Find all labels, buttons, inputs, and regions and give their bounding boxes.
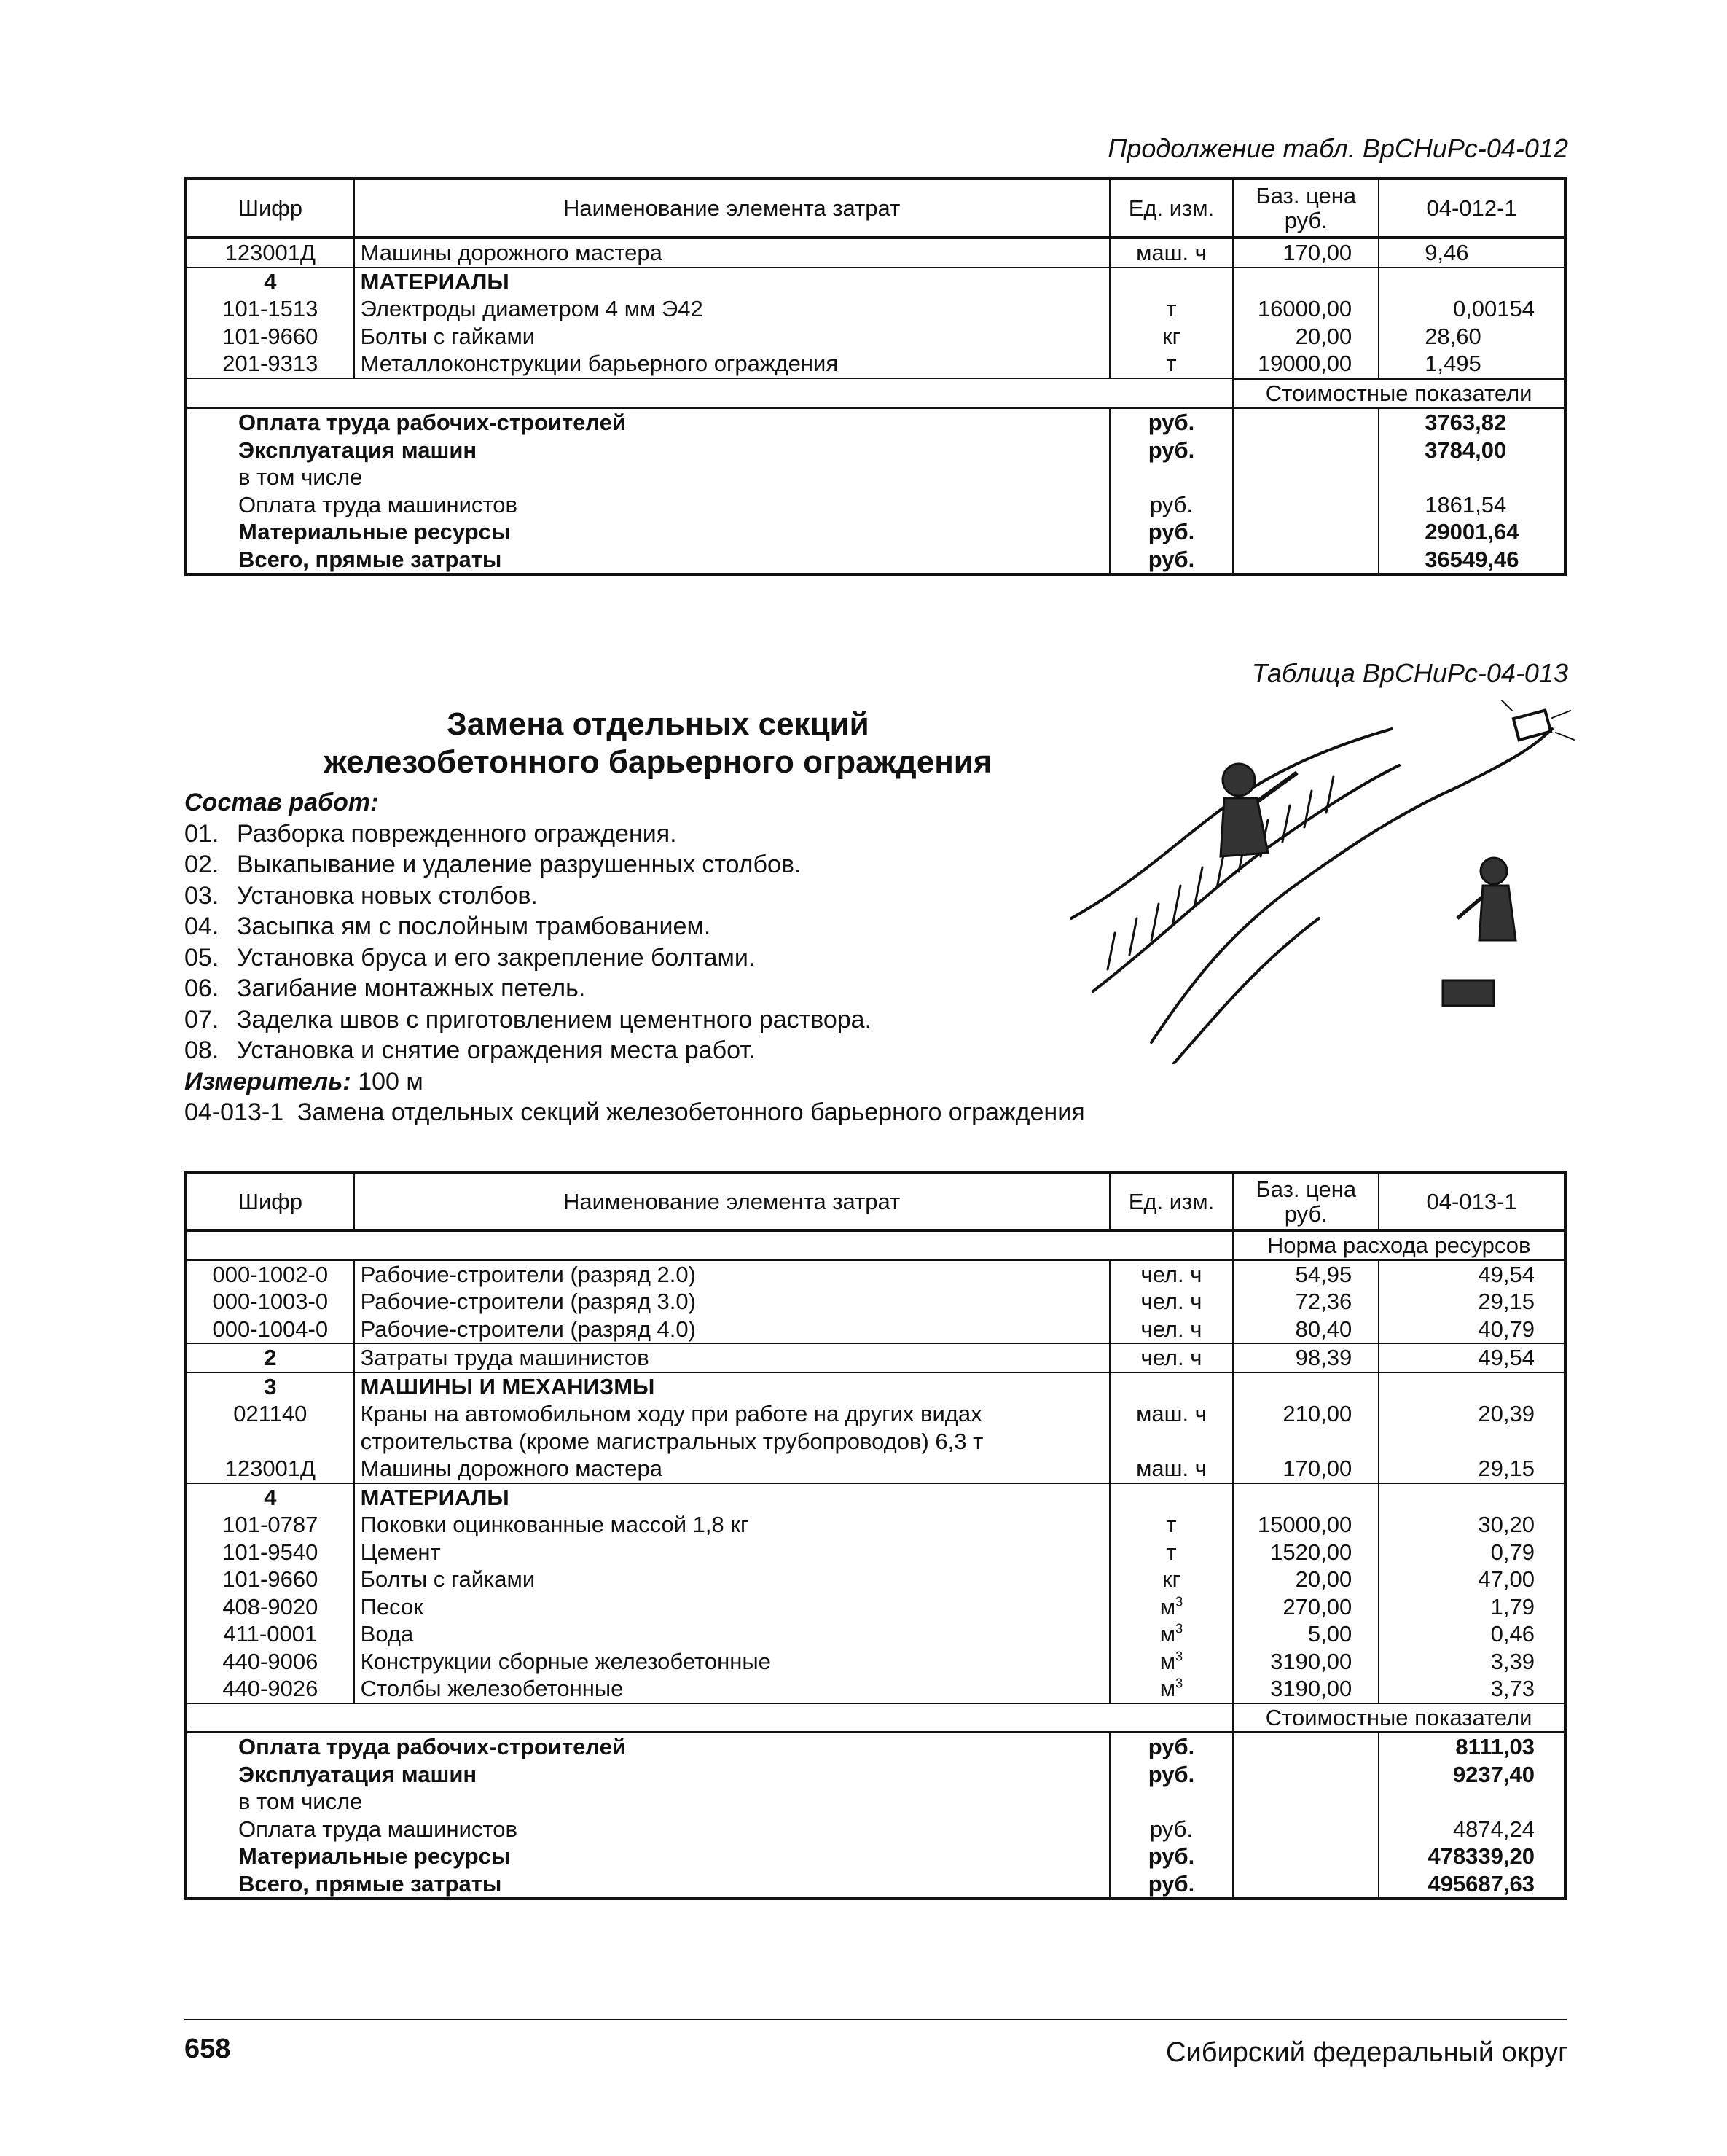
list-item (184, 1035, 1085, 1066)
total-label: Всего, прямые затраты (238, 1870, 502, 1897)
cell-code: 2 (186, 1343, 354, 1372)
cell-name: Болты с гайками (354, 1566, 1110, 1593)
cell-value: 3,73 (1379, 1675, 1565, 1703)
total-unit: руб. (1110, 1843, 1234, 1870)
cell-name: МАШИНЫ И МЕХАНИЗМЫ (354, 1372, 1110, 1401)
worker-body (1221, 798, 1268, 856)
section-title (184, 706, 1132, 781)
cell-unit: маш. ч (1110, 1400, 1234, 1455)
total-label: Всего, прямые затраты (238, 546, 502, 572)
cell-price: 98,39 (1233, 1343, 1379, 1372)
worker2-body (1479, 886, 1516, 940)
table-row (186, 1620, 1565, 1648)
cell-name (354, 1400, 1110, 1455)
unit-superscript: 3 (1175, 1649, 1183, 1664)
table-row (186, 1260, 1565, 1289)
header-column: 04-012-1 (1379, 179, 1565, 238)
table2 (184, 1171, 1567, 1900)
cell-price: 3190,00 (1233, 1675, 1379, 1703)
header-name: Наименование элемента затрат (354, 1173, 1110, 1230)
total-row (186, 1870, 1565, 1899)
header-name: Наименование элемента затрат (354, 179, 1110, 238)
cell-price: 170,00 (1233, 1455, 1379, 1483)
item-line: 04-013-1 Замена отдельных секций железобетонного барьерного ограждения (184, 1098, 1085, 1126)
total-label: Материальные ресурсы (238, 519, 511, 544)
list-item (184, 942, 1085, 974)
cell-name-line1: Краны на автомобильном ходу при работе на других видах (360, 1401, 982, 1426)
item-number: 01. (184, 819, 219, 848)
table1-caption: Продолжение табл. ВрСНиРс-04-012 (1108, 133, 1568, 163)
cell-value: 0,00154 (1379, 295, 1565, 323)
table-row (186, 1511, 1565, 1539)
item-text: Установка и снятие ограждения места работ. (237, 1036, 756, 1064)
cell-value: 29,15 (1379, 1455, 1565, 1483)
header-unit: Ед. изм. (1110, 179, 1234, 238)
total-label: Оплата труда рабочих-строителей (186, 1733, 1110, 1761)
cell-name: Рабочие-строители (разряд 2.0) (354, 1260, 1110, 1289)
total-row (186, 1843, 1565, 1870)
cell-unit (1110, 1675, 1234, 1703)
header-price: Баз. цена руб. (1233, 1173, 1379, 1230)
cell-code: 411-0001 (223, 1621, 318, 1647)
cell-code: 201-9313 (186, 350, 354, 378)
cell-price: 54,95 (1233, 1260, 1379, 1289)
cell-name: МАТЕРИАЛЫ (354, 1483, 1110, 1512)
total-row (186, 546, 1565, 575)
cell-unit (1110, 1648, 1234, 1676)
total-value: 9237,40 (1379, 1761, 1565, 1789)
cell-code: 101-0787 (222, 1512, 318, 1537)
table-row (186, 1648, 1565, 1676)
cell-price: 80,40 (1233, 1316, 1379, 1344)
item-number: 05. (184, 943, 219, 972)
table-row (186, 1455, 1565, 1483)
cell-unit: кг (1110, 323, 1234, 351)
cell-price: 5,00 (1233, 1620, 1379, 1648)
list-item (184, 880, 1085, 912)
section-title-line2: железобетонного барьерного ограждения (324, 744, 992, 780)
header-column: 04-013-1 (1379, 1173, 1565, 1230)
item-text: Установка бруса и его закрепление болтами. (237, 943, 756, 972)
item-number: 04. (184, 913, 219, 940)
cell-code: 021140 (233, 1401, 308, 1426)
cell-unit (1110, 1593, 1234, 1621)
table2-header (186, 1173, 1565, 1230)
cell-price: 210,00 (1233, 1400, 1379, 1455)
cell-name: Машины дорожного мастера (354, 1455, 1110, 1483)
cell-price: 16000,00 (1233, 295, 1379, 323)
cell-code: 440-9006 (222, 1648, 318, 1674)
unit-text: м (1159, 1593, 1176, 1620)
cell-name: Машины дорожного мастера (354, 238, 1110, 267)
cell-name: Электроды диаметром 4 мм Э42 (354, 295, 1110, 323)
total-value: 3763,82 (1379, 408, 1565, 437)
header-code: Шифр (186, 179, 354, 238)
compactor (1443, 980, 1494, 1006)
cell-value: 28,60 (1379, 323, 1565, 351)
total-value: 478339,20 (1379, 1843, 1565, 1870)
cell-unit: т (1110, 1511, 1234, 1539)
cell-name: Столбы железобетонные (354, 1675, 1110, 1703)
total-label: в том числе (238, 464, 363, 490)
cell-unit: т (1110, 350, 1234, 378)
footer-divider (184, 2019, 1567, 2020)
total-label: Оплата труда рабочих-строителей (186, 408, 1110, 437)
total-value: 3784,00 (1379, 437, 1565, 464)
total-row (186, 1761, 1565, 1789)
cell-code: 101-9660 (222, 323, 318, 349)
norm-band-row (186, 1230, 1565, 1260)
table1-header (186, 179, 1565, 238)
table-row (186, 1400, 1565, 1455)
item-text: Разборка поврежденного ограждения. (237, 819, 677, 848)
item-text: Засыпка ям с послойным трамбованием. (237, 913, 711, 940)
work-heading: Состав работ: (184, 789, 379, 816)
total-value: 8111,03 (1379, 1733, 1565, 1761)
cell-code: 000-1004-0 (186, 1316, 354, 1344)
total-value: 29001,64 (1379, 518, 1565, 546)
cell-value: 1,495 (1379, 350, 1565, 378)
cell-price: 1520,00 (1233, 1539, 1379, 1566)
item-text: Загибание монтажных петель. (237, 975, 586, 1002)
cell-unit (1110, 1620, 1234, 1648)
table-row (186, 1566, 1565, 1593)
cell-code: 123001Д (186, 238, 354, 267)
total-value: 4874,24 (1379, 1816, 1565, 1843)
cost-band-label: Стоимостные показатели (1233, 378, 1565, 408)
cell-unit: маш. ч (1110, 238, 1234, 267)
table-row (186, 350, 1565, 378)
table-row (186, 1316, 1565, 1344)
header-unit: Ед. изм. (1110, 1173, 1234, 1230)
cost-band-row (186, 378, 1565, 408)
total-row (186, 464, 1565, 491)
item-number: 07. (184, 1005, 219, 1034)
total-row (186, 1733, 1565, 1761)
worker2-head (1481, 858, 1507, 884)
section-row (186, 267, 1565, 296)
total-unit: руб. (1110, 1816, 1234, 1843)
item-text: Заделка швов с приготовлением цементного раствора. (237, 1005, 872, 1034)
total-unit: руб. (1110, 1870, 1234, 1899)
list-item (184, 849, 1085, 880)
cell-code: 123001Д (186, 1455, 354, 1483)
total-row (186, 518, 1565, 546)
cell-name: Песок (354, 1593, 1110, 1621)
cell-price: 3190,00 (1233, 1648, 1379, 1676)
list-item (184, 973, 1085, 1004)
total-unit: руб. (1110, 408, 1234, 437)
total-label: Оплата труда машинистов (238, 491, 517, 517)
total-unit: руб. (1110, 546, 1234, 575)
table-row (186, 1343, 1565, 1372)
cell-code: 440-9026 (186, 1675, 354, 1703)
total-row (186, 437, 1565, 464)
total-value: 36549,46 (1379, 546, 1565, 575)
cell-name: Металлоконструкции барьерного ограждения (354, 350, 1110, 378)
total-row (186, 1816, 1565, 1843)
workers-illustration (1049, 700, 1589, 1064)
cost-band-row (186, 1703, 1565, 1733)
table-row (186, 323, 1565, 351)
cell-value: 40,79 (1379, 1316, 1565, 1344)
norm-band-label: Норма расхода ресурсов (1233, 1230, 1565, 1260)
table-row (186, 295, 1565, 323)
cell-name: Вода (354, 1620, 1110, 1648)
cell-unit: маш. ч (1110, 1455, 1234, 1483)
cell-value: 9,46 (1379, 238, 1565, 267)
item-text: Выкапывание и удаление разрушенных столбов. (237, 851, 802, 878)
cell-code: 101-9540 (222, 1539, 318, 1565)
list-item (184, 1004, 1085, 1036)
table1 (184, 177, 1567, 576)
cell-name: Рабочие-строители (разряд 4.0) (354, 1316, 1110, 1344)
cell-price: 20,00 (1233, 1566, 1379, 1593)
worker-arm (1257, 773, 1297, 802)
item-number: 06. (184, 975, 219, 1002)
total-label: Эксплуатация машин (238, 1761, 477, 1787)
table-row (186, 1288, 1565, 1316)
cost-band-label: Стоимостные показатели (1233, 1703, 1565, 1733)
cell-code: 000-1002-0 (212, 1261, 329, 1287)
unit-superscript: 3 (1175, 1621, 1183, 1636)
cell-value: 1,79 (1379, 1593, 1565, 1621)
cell-value: 20,39 (1379, 1400, 1565, 1455)
cell-price: 270,00 (1233, 1593, 1379, 1621)
total-unit: руб. (1110, 437, 1234, 464)
unit-superscript: 3 (1175, 1676, 1183, 1691)
cell-value: 0,46 (1379, 1620, 1565, 1648)
cell-price: 170,00 (1233, 238, 1379, 267)
cell-price: 19000,00 (1233, 350, 1379, 378)
cell-name: Рабочие-строители (разряд 3.0) (354, 1288, 1110, 1316)
cell-name-line2: строительства (кроме магистральных трубопроводов) 6,3 т (360, 1428, 984, 1454)
total-value: 1861,54 (1379, 491, 1565, 519)
total-unit: руб. (1110, 491, 1234, 519)
cell-value: 30,20 (1379, 1511, 1565, 1539)
worker2-arm (1457, 897, 1483, 918)
section-title-line1: Замена отдельных секций (447, 706, 869, 742)
cell-value: 3,39 (1379, 1648, 1565, 1676)
total-label: Оплата труда машинистов (238, 1816, 517, 1842)
item-number: 03. (184, 881, 219, 910)
cell-name: Цемент (354, 1539, 1110, 1566)
table-row (186, 1675, 1565, 1703)
cell-unit: чел. ч (1110, 1288, 1234, 1316)
cell-code: 3 (264, 1373, 277, 1399)
cell-unit: т (1110, 295, 1234, 323)
cell-price: 20,00 (1233, 323, 1379, 351)
total-unit: руб. (1110, 1733, 1234, 1761)
cell-code: 101-1513 (222, 296, 318, 321)
cell-unit: кг (1110, 1566, 1234, 1593)
cell-value: 29,15 (1379, 1288, 1565, 1316)
section-row (186, 1372, 1565, 1401)
cell-code: 101-9660 (222, 1566, 318, 1592)
cell-unit: чел. ч (1110, 1260, 1234, 1289)
worker-head (1223, 764, 1255, 796)
cell-value: 49,54 (1379, 1343, 1565, 1372)
total-value: 495687,63 (1379, 1870, 1565, 1899)
item-number: 02. (184, 851, 219, 878)
item-number: 08. (184, 1036, 219, 1064)
cell-name: Затраты труда машинистов (354, 1343, 1110, 1372)
cell-name: Болты с гайками (354, 323, 1110, 351)
section-row (186, 1483, 1565, 1512)
road-edge-lower (1173, 918, 1319, 1064)
cell-code: 408-9020 (222, 1593, 318, 1620)
unit-text: м (1159, 1648, 1176, 1674)
cell-code: 4 (264, 1484, 277, 1510)
item-text: Установка новых столбов. (237, 881, 538, 910)
cell-unit: чел. ч (1110, 1316, 1234, 1344)
measure-line (184, 1066, 1085, 1098)
header-code: Шифр (186, 1173, 354, 1230)
cell-price: 72,36 (1233, 1288, 1379, 1316)
measure-label: Измеритель: (184, 1067, 351, 1095)
work-list (184, 787, 1085, 1128)
total-row (186, 491, 1565, 519)
unit-text: м (1159, 1621, 1176, 1647)
table-row (186, 1593, 1565, 1621)
unit-text: м (1159, 1676, 1176, 1701)
cell-unit: т (1110, 1539, 1234, 1566)
total-unit: руб. (1110, 518, 1234, 546)
table2-caption: Таблица ВрСНиРс-04-013 (1251, 658, 1568, 688)
list-item (184, 819, 1085, 850)
unit-superscript: 3 (1175, 1594, 1183, 1609)
cell-value: 0,79 (1379, 1539, 1565, 1566)
cell-unit: чел. ч (1110, 1343, 1234, 1372)
header-price: Баз. цена руб. (1233, 179, 1379, 238)
cell-code: 4 (264, 268, 277, 294)
cell-value: 49,54 (1379, 1260, 1565, 1289)
total-label: Эксплуатация машин (238, 437, 477, 463)
total-label: Материальные ресурсы (238, 1843, 511, 1869)
table-row (186, 238, 1565, 267)
table-row (186, 1539, 1565, 1566)
total-row (186, 408, 1565, 437)
cell-price: 15000,00 (1233, 1511, 1379, 1539)
cell-value: 47,00 (1379, 1566, 1565, 1593)
cell-name: Конструкции сборные железобетонные (354, 1648, 1110, 1676)
page-number: 658 (184, 2034, 231, 2064)
total-unit: руб. (1110, 1761, 1234, 1789)
footer-region: Сибирский федеральный округ (1166, 2037, 1568, 2068)
total-label: в том числе (238, 1789, 363, 1814)
total-row (186, 1788, 1565, 1816)
cell-name: Поковки оцинкованные массой 1,8 кг (354, 1511, 1110, 1539)
list-item (184, 911, 1085, 942)
cell-code: 000-1003-0 (212, 1289, 329, 1314)
measure-value: 100 м (358, 1067, 423, 1095)
cell-name: МАТЕРИАЛЫ (354, 267, 1110, 296)
